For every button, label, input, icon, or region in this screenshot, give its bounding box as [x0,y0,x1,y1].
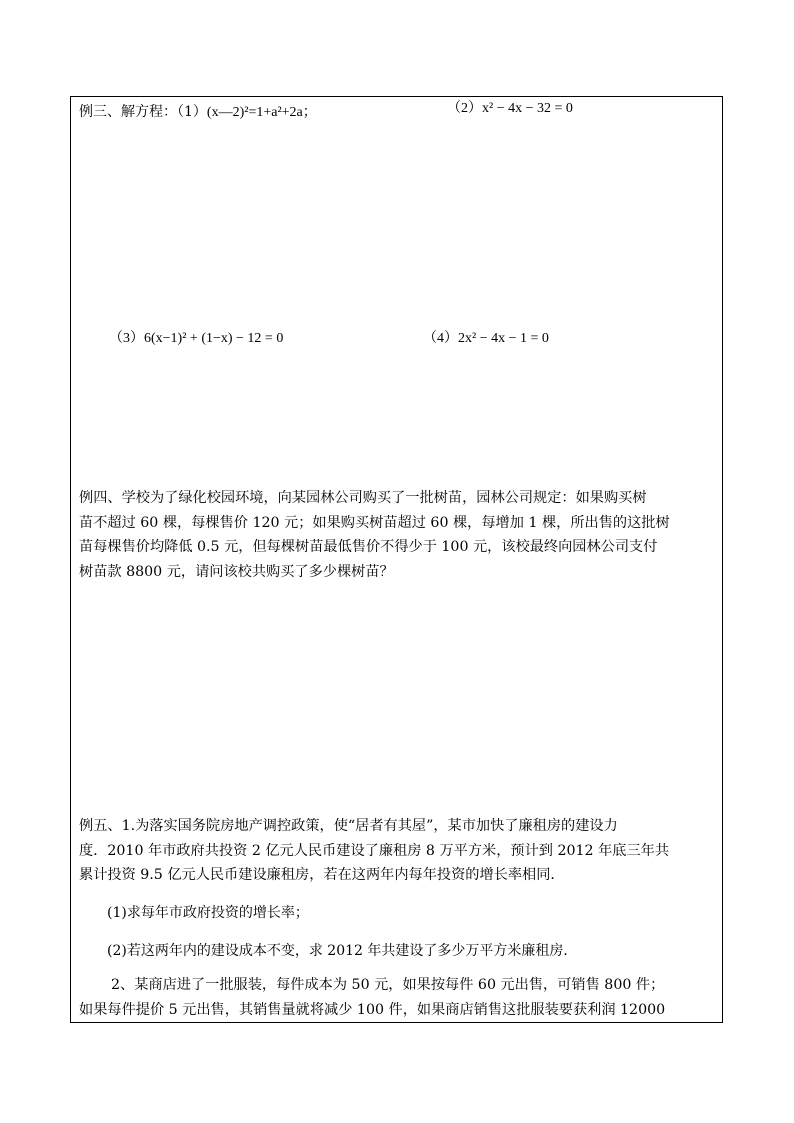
equation-2 [447,97,573,121]
equation-3-expr: 6(x−1)² + (1−x) − 12 = 0 [144,331,284,346]
example-5-line-2: 度．2010 年市政府共投资 2 亿元人民币建设了廉租房 8 万平方米，预计到 2012 年底三年共 [79,842,670,859]
example-5-line-1: 例五、1.为落实国务院房地产调控政策，使“居者有其屋”，某市加快了廉租房的建设力 [79,818,618,834]
problem-2-line-2: 如果每件提价 5 元出售，其销售量就将减少 100 件，如果商店销售这批服装要获利润 12000 [79,1001,666,1018]
worksheet-frame [70,96,723,1023]
equation-1: (x—2)²=1+a²+2a； [206,105,317,120]
equation-4-expr: 2x² − 4x − 1 = 0 [458,331,549,346]
example-5-question-1: (1)求每年市政府投资的增长率； [107,905,309,921]
example-4-line-2: 苗不超过 60 棵，每棵售价 120 元；如果购买树苗超过 60 棵，每增加 1 棵，所出售的这批树 [79,514,670,531]
equation-3 [109,327,283,351]
equation-4-number: （4） [423,331,458,346]
example-5-line-3: 累计投资 9.5 亿元人民币建设廉租房，若在这两年内每年投资的增长率相同． [79,867,565,883]
example-5-question-2: (2)若这两年内的建设成本不变，求 2012 年共建设了多少万平方米廉租房． [107,943,578,959]
equation-4 [423,327,549,351]
example-4-line-4: 树苗款 8800 元，请问该校共购买了多少棵树苗？ [79,563,394,580]
example-4-line-3: 苗每棵售价均降低 0.5 元，但每棵树苗最低售价不得少于 100 元，该校最终向园林公司支付 [79,539,658,555]
problem-2-line-1: 2、某商店进了一批服装，每件成本为 50 元，如果按每件 60 元出售，可销售 800 件； [111,977,665,993]
equation-2-number: （2） [447,101,482,116]
example-5-problem-2 [79,973,715,1022]
example-4 [79,486,715,584]
example-4-line-1: 例四、学校为了绿化校园环境，向某园林公司购买了一批树苗，园林公司规定：如果购买树 [79,490,647,506]
equation-3-number: （3） [109,331,144,346]
example-3-heading [79,100,317,125]
example-5 [79,814,715,888]
example-3-head: 例三、解方程：（1） [79,104,207,120]
equation-2-expr: x² − 4x − 32 = 0 [482,101,573,116]
